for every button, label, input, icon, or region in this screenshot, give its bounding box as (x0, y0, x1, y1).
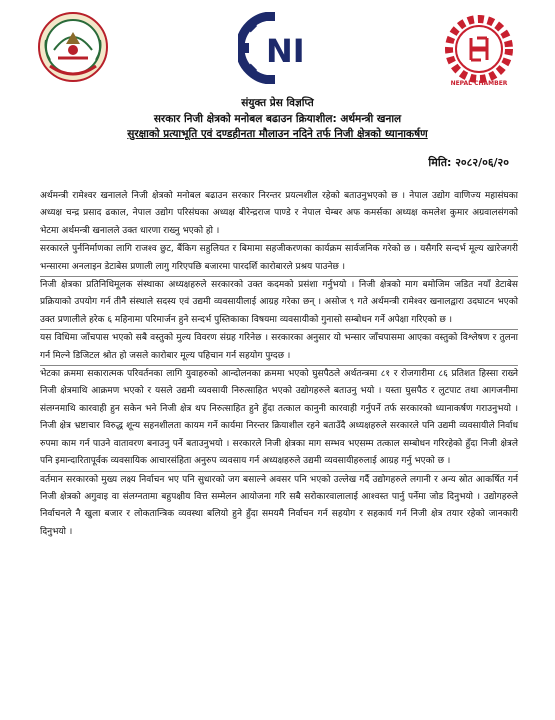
cni-logo-text: NI (266, 32, 305, 70)
govt-emblem-icon (36, 10, 110, 84)
body-paragraph: सरकारले पुर्ननिर्माणका लागि राजश्व छुट, बैंकिग सहुलियत र बिमामा सहजीकरणका कार्यक्रम सार्वजनिक गरेको छ । यसैगरि सन्दर्भ मूल्य खारेजगरी भन्सारमा अनलाइन डेटाबेस प्रणाली लागु गरिएपछि बजारमा पारदर्शि कारोबारले प्रश्रय पाउनेछ । (40, 241, 518, 277)
body-paragraph: वर्तमान सरकारको मुख्य लक्ष्य निर्वाचन भए पनि सुधारको जग बसाल्ने अवसर पनि भएको उल्लेख गर्दै उद्योगहरुले लगानी र अन्य स्रोत आकर्षित गर्न निजी क्षेत्रको अगुवाइ वा संलग्नतामा बहुपक्षीय वित्त सम्मेलन आयोजना गरि सबै सरोकारवालालाई आश्वस्त पार्नु पर्नेमा जोड दिनुभयो । उद्योगहरुले निर्वाचनले नै खुला बजार र लोकतान्त्रिक व्यवस्था बलियो हुने हुँदा समयमै निर्वाचन गर्न सहयोग र सहकार्य गर्न निजी क्षेत्र तयार रहेको जानकारी दिनुभयो । (40, 474, 518, 537)
body-paragraph: निजी क्षेत्रका प्रतिनिधिमूलक संस्थाका अध्यक्षहरुले सरकारको उक्त कदमको प्रसंशा गर्नुभयो । निजी क्षेत्रको माग बमोजिम जडित नयाँ डेटाबेस प्रक्रियाको उपयोग गर्न तीनै संस्थाले सदस्य एवं उद्यमी व्यवसायीलाई आग्रह गरेका छन् । असोज ९ गते अर्थमन्त्री रामेश्वर खनालद्वारा उदघाटन भएको उक्त प्रणालीले हरेक ६ महिनामा परिमार्जन हुने सन्दर्भ पुस्तिकाका विषयमा व्यवसायीको गुनासो सम्बोधन गर्ने अपेक्षा गरिएको छ । (40, 277, 518, 330)
press-release-body (40, 188, 518, 541)
nepal-chamber-logo-text: NEPAL CHAMBER (450, 80, 508, 87)
cni-logo-icon (238, 12, 318, 84)
press-release-subtitle: सुरक्षाको प्रत्याभूति एवं दण्डहीनता मौलाउन नदिने तर्फ निजी क्षेत्रको ध्यानाकर्षण (127, 128, 428, 140)
nepal-chamber-logo-icon (440, 10, 518, 88)
body-paragraph: भेटका क्रममा सकारात्मक परिवर्तनका लागि युवाहरुको आन्दोलनका क्रममा भएको घुसपैठले अर्थतन्त्रमा ८१ र रोजगारीमा ८६ प्रतिशत हिस्सा राख्ने निजी क्षेत्रमाथि आक्रमण भएको र यसले उद्यमी व्यवसायी निरुत्साहित भएको उद्योगहरुले बताउनु भयो । यस्ता घुसपैठ र लुटपाट तथा आगजनीमा संलग्नमाथि कारवाही हुन सकेन भने निजी क्षेत्र थप निरुत्साहित हुने हुँदा तत्काल कानुनी कारवाही गर्नुपर्ने तर्फ सरकारको ध्यानाकर्षण गराउनुभयो । निजी क्षेत्र भ्रष्टाचार विरुद्ध शून्य सहनशीलता कायम गर्ने कार्यमा निरन्तर क्रियाशील रहने बताउँदै अध्यक्षहरुले सरकारले पनि उद्यमी व्यवसायीले निर्वाध रुपमा काम गर्न पाउने वातावरण बनाउनु पर्ने बताउनुभयो । सरकारले निजी क्षेत्रका माग सम्भव भएसम्म तत्काल सम्बोधन गरिरहेको हुँदा निजी क्षेत्रले पनि इमान्दारितापूर्वक व्यवसायिक आचारसंहिता अनुरुप व्यवसाय गर्न अध्यक्षहरुले उद्यमी व्यवसायीहरुलाई आग्रह गर्नु भएको छ । (40, 366, 518, 471)
press-release-label: संयुक्त प्रेस विज्ञप्ति (241, 97, 314, 109)
release-date: मिति: २०८२/०६/२० (428, 156, 509, 169)
body-paragraph: अर्थमन्त्री रामेश्वर खनालले निजी क्षेत्रको मनोबल बढाउन सरकार निरन्तर प्रयत्नशील रहेको बताउनुभएको छ । नेपाल उद्योग वाणिज्य महासंघका अध्यक्ष चन्द्र प्रसाद ढकाल, नेपाल उद्योग परिसंघका अध्यक्ष बीरेन्द्रराज पाण्डे र नेपाल चेम्बर अफ कमर्सका अध्यक्ष कमलेश कुमार अग्रवालसंगको भेटमा अर्थमन्त्री खनालले उक्त धारणा राख्नु भएको हो । (40, 188, 518, 241)
press-release-title: सरकार निजी क्षेत्रको मनोबल बढाउन क्रियाशील: अर्थमन्त्री खनाल (153, 113, 402, 125)
logo-bar (0, 8, 555, 90)
body-paragraph: यस विधिमा जाँचपास भएको सबै वस्तुको मुल्य विवरण संग्रह गरिनेछ । सरकारका अनुसार यो भन्सार जाँचपासमा आएका वस्तुको विश्लेषण र तुलना गर्न मिल्ने डिजिटल श्रोत हो जसले कारोबार मूल्य पहिचान गर्न सहयोग पुग्दछ । (40, 330, 518, 366)
